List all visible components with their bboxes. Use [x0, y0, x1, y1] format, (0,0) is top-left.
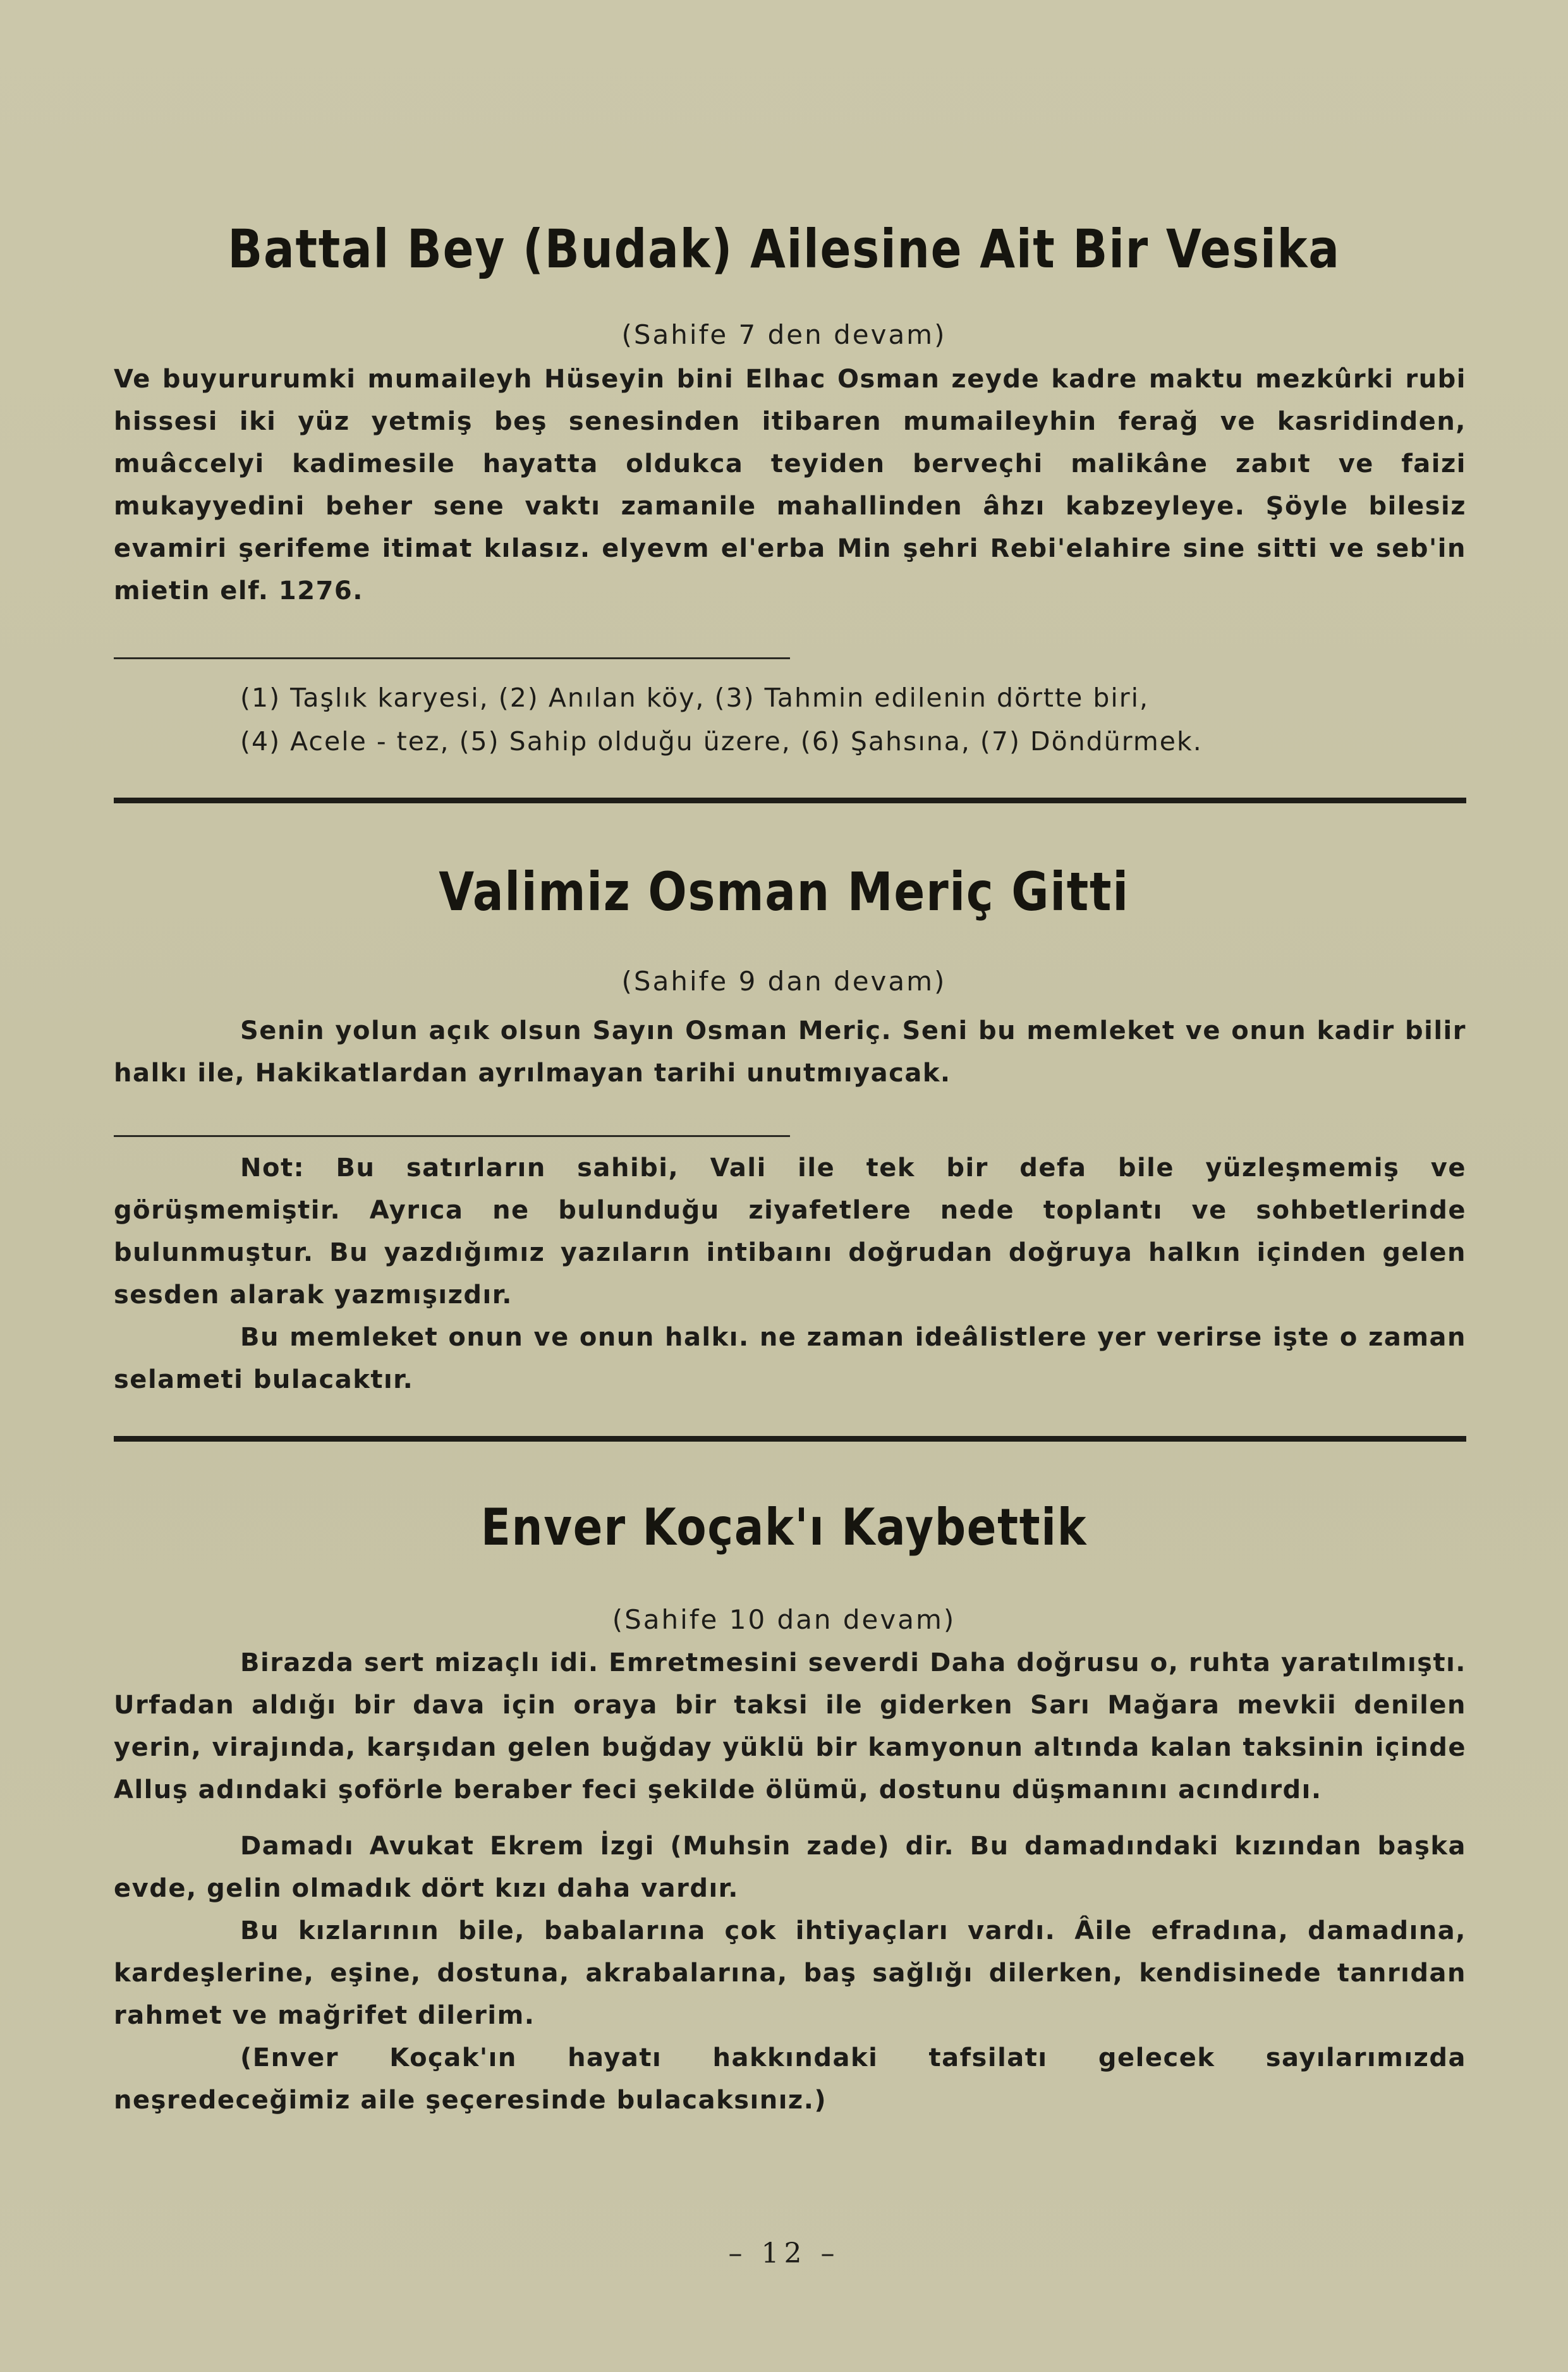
article2-note-paragraph-1: Not: Bu satırların sahibi, Vali ile tek bir defa bile yüzleşmemiş ve görüşmemiştir. Ayrıca ne bulunduğu ziyafetlere nede toplantı ve sohbetlerinde bulunmuştur. Bu yazdığımız yazıların intibaını doğrudan doğruya halkın içinden gelen sesden alarak yazmışızdır.	[114, 1153, 1466, 1310]
article3-paragraph-3: Bu kızlarının bile, babalarına çok ihtiyaçları vardı. Âile efradına, damadına, kardeşlerine, eşine, dostuna, akrabalarına, baş sağlığı dilerken, kendisinede tanrıdan rahmet ve mağrifet dilerim.	[114, 1916, 1466, 2030]
article-title-enver-kocak: Enver Koçak'ı Kaybettik	[480, 1498, 1088, 1557]
article-body-2	[114, 1010, 1466, 1095]
continued-note-2: (Sahife 9 dan devam)	[621, 966, 947, 997]
article3-paragraph-2: Damadı Avukat Ekrem İzgi (Muhsin zade) dir. Bu damadındaki kızından başka evde, gelin olmadık dört kızı daha vardır.	[114, 1832, 1466, 1903]
article2-note	[114, 1147, 1466, 1401]
article-title-battal-bey: Battal Bey (Budak) Ailesine Ait Bir Vesika	[228, 218, 1340, 280]
continued-note-1: (Sahife 7 den devam)	[621, 319, 947, 350]
article3-paragraph-1: Birazda sert mizaçlı idi. Emretmesini severdi Daha doğrusu o, ruhta yaratılmıştı. Urfadan aldığı bir dava için oraya bir taksi ile giderken Sarı Mağara mevkii denilen yerin, virajında, karşıdan gelen buğday yüklü bir kamyonun altında kalan taksinin içinde Alluş adındaki şoförle beraber feci şekilde ölümü, dostunu düşmanını acındırdı.	[114, 1648, 1466, 1804]
article-title-valimiz: Valimiz Osman Meriç Gitti	[439, 861, 1129, 923]
continued-note-3: (Sahife 10 dan devam)	[612, 1604, 956, 1635]
note-separator	[114, 1135, 790, 1137]
article2-paragraph: Senin yolun açık olsun Sayın Osman Meriç. Seni bu memleket ve onun kadir bilir halkı ile, Hakikatlardan ayrılmayan tarihi unutmıyacak.	[114, 1016, 1466, 1088]
article2-note-paragraph-2: Bu memleket onun ve onun halkı. ne zaman ideâlistlere yer verirse işte o zaman selameti bulacaktır.	[114, 1323, 1466, 1394]
article3-paragraph-4: (Enver Koçak'ın hayatı hakkındaki tafsilatı gelecek sayılarımızda neşredeceğimiz aile şeçeresinde bulacaksınız.)	[114, 2043, 1466, 2115]
footnote-line-2: (4) Acele - tez, (5) Sahip olduğu üzere, (6) Şahsına, (7) Döndürmek.	[240, 726, 1203, 757]
footnote-line-1: (1) Taşlık karyesi, (2) Anılan köy, (3) Tahmin edilenin dörtte biri,	[240, 683, 1150, 713]
footnotes	[114, 676, 1466, 763]
section-divider-2	[114, 1436, 1466, 1442]
page-number: – 12 –	[728, 2237, 840, 2270]
footnote-separator	[114, 657, 790, 659]
article-body-1	[114, 358, 1466, 612]
article-body-3	[114, 1642, 1466, 2122]
article1-paragraph: Ve buyururumki mumaileyh Hüseyin bini Elhac Osman zeyde kadre maktu mezkûrki rubi hissesi iki yüz yetmiş beş senesinden itibaren mumaileyhin ferağ ve kasridinden, muâccelyi kadimesile hayatta oldukca teyiden berveçhi malikâne zabıt ve faizi mukayyedini beher sene vaktı zamanile mahallinden âhzı kabzeyleye. Şöyle bilesiz evamiri şerifeme itimat kılasız. elyevm el'erba Min şehri Rebi'elahire sine sitti ve seb'in mietin elf. 1276.	[114, 365, 1466, 605]
section-divider-1	[114, 798, 1466, 803]
